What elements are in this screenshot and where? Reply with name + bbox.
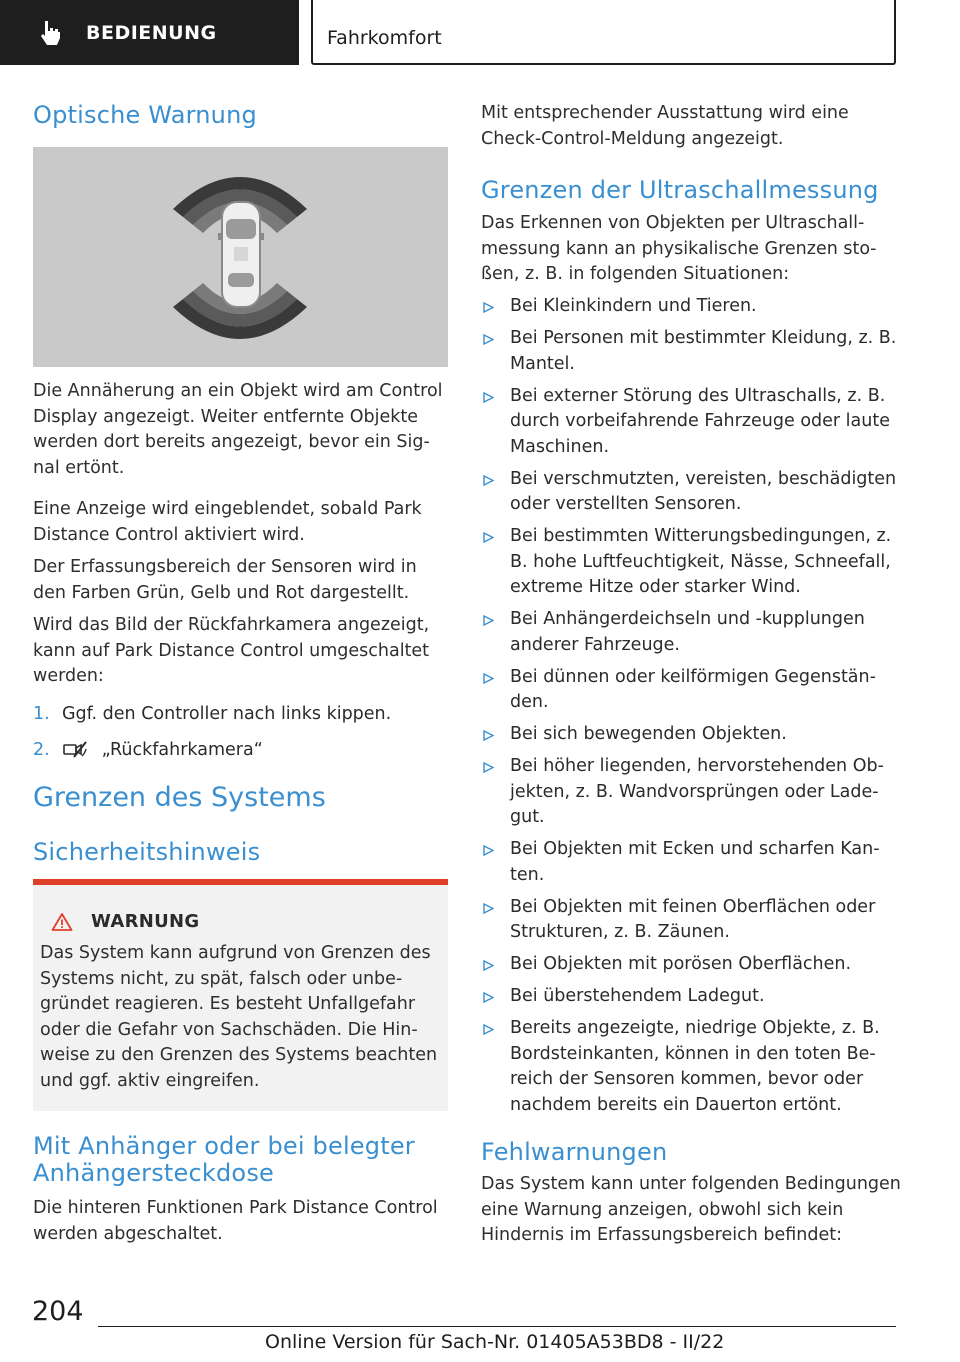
list-item [481, 1016, 901, 1118]
steps-list [33, 702, 448, 773]
triangle-bullet-icon [483, 673, 494, 684]
list-item [481, 384, 901, 461]
triangle-bullet-icon [483, 475, 494, 486]
list-item [33, 702, 448, 728]
list-item [481, 837, 901, 888]
list-item [481, 952, 901, 978]
triangle-bullet-icon [483, 392, 494, 403]
triangle-bullet-icon [483, 532, 494, 543]
triangle-bullet-icon [483, 762, 494, 773]
warning-title: WARNUNG [91, 911, 200, 932]
section-title: BEDIENUNG [86, 21, 217, 44]
list-item [481, 754, 901, 831]
triangle-bullet-icon [483, 845, 494, 856]
heading-trailer: Mit Anhänger oder bei belegter Anhängersteckdose [33, 1132, 415, 1187]
triangle-bullet-icon [483, 992, 494, 1003]
bullet-text: Bereits angezeigte, niedrige Objekte, z. B. Bordsteinkanten, können in den toten Bereich der Sensoren kommen, bevor oder nachdem bereits ein Dauerton ertönt. [510, 1018, 880, 1115]
chapter-title: Fahrkomfort [327, 27, 442, 49]
bullet-text: Bei Kleinkindern und Tieren. [510, 296, 757, 316]
paragraph-false-warnings: Das System kann unter folgenden Bedingungen eine Warnung anzeigen, obwohl sich kein Hindernis im Erfassungsbereich befindet: [481, 1174, 901, 1245]
pdc-display-figure [33, 147, 448, 367]
triangle-bullet-icon [483, 615, 494, 626]
car-sensor-graphic [33, 147, 448, 367]
footer-divider [98, 1326, 896, 1327]
triangle-bullet-icon [483, 960, 494, 971]
footer-online-version: Online Version für Sach-Nr. 01405A53BD8 - II/22 [265, 1331, 725, 1353]
bullet-text: Bei dünnen oder keilförmigen Gegenständen. [510, 666, 876, 712]
list-item [33, 738, 448, 764]
step-number: 2. [33, 739, 50, 760]
bullet-text: Bei sich bewegenden Objekten. [510, 724, 787, 744]
chapter-tab [311, 0, 896, 65]
page-header [0, 0, 960, 66]
bullet-text: Bei verschmutzten, vereisten, beschädigten oder verstellten Sensoren. [510, 468, 897, 514]
bullet-text: Bei Objekten mit porösen Oberflächen. [510, 954, 852, 974]
page-number: 204 [32, 1296, 84, 1327]
heading-system-limits: Grenzen des Systems [33, 782, 326, 813]
heading-false-warnings: Fehlwarnungen [481, 1138, 668, 1166]
step-text: Ggf. den Controller nach links kippen. [62, 704, 392, 724]
bullet-text: Bei höher liegenden, hervorstehenden Objekten, z. B. Wandvorsprüngen oder Ladegut. [510, 756, 884, 827]
triangle-bullet-icon [483, 903, 494, 914]
bullet-text: Bei Personen mit bestimmter Kleidung, z. B. Mantel. [510, 328, 897, 374]
warning-triangle-icon [51, 912, 73, 932]
bullet-text: Bei Anhängerdeichseln und -kupplungen anderer Fahrzeuge. [510, 609, 865, 655]
section-tab [0, 0, 299, 65]
list-item [481, 895, 901, 946]
paragraph-approach: Die Annäherung an ein Objekt wird am Control Display angezeigt. Weiter entfernte Objekte werden dort bereits angezeigt, bevor ein Signal ertönt. [33, 381, 443, 478]
bullet-text: Bei überstehendem Ladegut. [510, 986, 765, 1006]
hand-pointer-icon [36, 18, 66, 48]
heading-optical-warning: Optische Warnung [33, 101, 257, 129]
limitations-list [481, 294, 901, 1125]
warning-title-row [51, 911, 199, 932]
list-item [481, 326, 901, 377]
warning-text: Das System kann aufgrund von Grenzen des Systems nicht, zu spät, falsch oder unbegründet reagieren. Es besteht Unfallgefahr oder die Gefahr von Sachschäden. Die Hinweise zu den Grenzen des Systems beachten und ggf. aktiv eingreifen. [40, 943, 438, 1091]
step-number: 1. [33, 704, 50, 724]
bullet-text: Bei Objekten mit Ecken und scharfen Kanten. [510, 839, 880, 885]
paragraph-display: Eine Anzeige wird eingeblendet, sobald Park Distance Control aktiviert wird. [33, 499, 422, 545]
bullet-text: Bei bestimmten Witterungsbedingungen, z. B. hohe Luftfeuchtigkeit, Nässe, Schneefall, extreme Hitze oder starker Wind. [510, 526, 892, 597]
heading-safety-note: Sicherheitshinweis [33, 838, 261, 866]
heading-ultrasound-limits: Grenzen der Ultraschallmessung [481, 176, 879, 204]
paragraph-camera: Wird das Bild der Rückfahrkamera angezeigt, kann auf Park Distance Control umgeschaltet werden: [33, 615, 430, 686]
paragraph-ultrasound: Das Erkennen von Objekten per Ultraschallmessung kann an physikalische Grenzen stoßen, z. B. in folgenden Situationen: [481, 213, 877, 284]
list-item [481, 984, 901, 1010]
list-item [481, 294, 901, 320]
list-item [481, 467, 901, 518]
list-item [481, 665, 901, 716]
triangle-bullet-icon [483, 730, 494, 741]
paragraph-check-control: Mit entsprechender Ausstattung wird eine Check-Control-Meldung angezeigt. [481, 103, 849, 149]
step-text: „Rückfahrkamera“ [101, 739, 263, 760]
bullet-text: Bei externer Störung des Ultraschalls, z. B. durch vorbeifahrende Fahrzeuge oder laute Maschinen. [510, 385, 890, 457]
paragraph-trailer: Die hinteren Funktionen Park Distance Control werden abgeschaltet. [33, 1198, 438, 1244]
warning-box [33, 879, 448, 1111]
triangle-bullet-icon [483, 334, 494, 345]
paragraph-colors: Der Erfassungsbereich der Sensoren wird in den Farben Grün, Gelb und Rot dargestellt. [33, 557, 417, 603]
triangle-bullet-icon [483, 1024, 494, 1035]
list-item [481, 524, 901, 601]
list-item [481, 607, 901, 658]
rear-camera-icon [62, 740, 88, 758]
list-item [481, 722, 901, 748]
bullet-text: Bei Objekten mit feinen Oberflächen oder Strukturen, z. B. Zäunen. [510, 896, 876, 942]
triangle-bullet-icon [483, 302, 494, 313]
